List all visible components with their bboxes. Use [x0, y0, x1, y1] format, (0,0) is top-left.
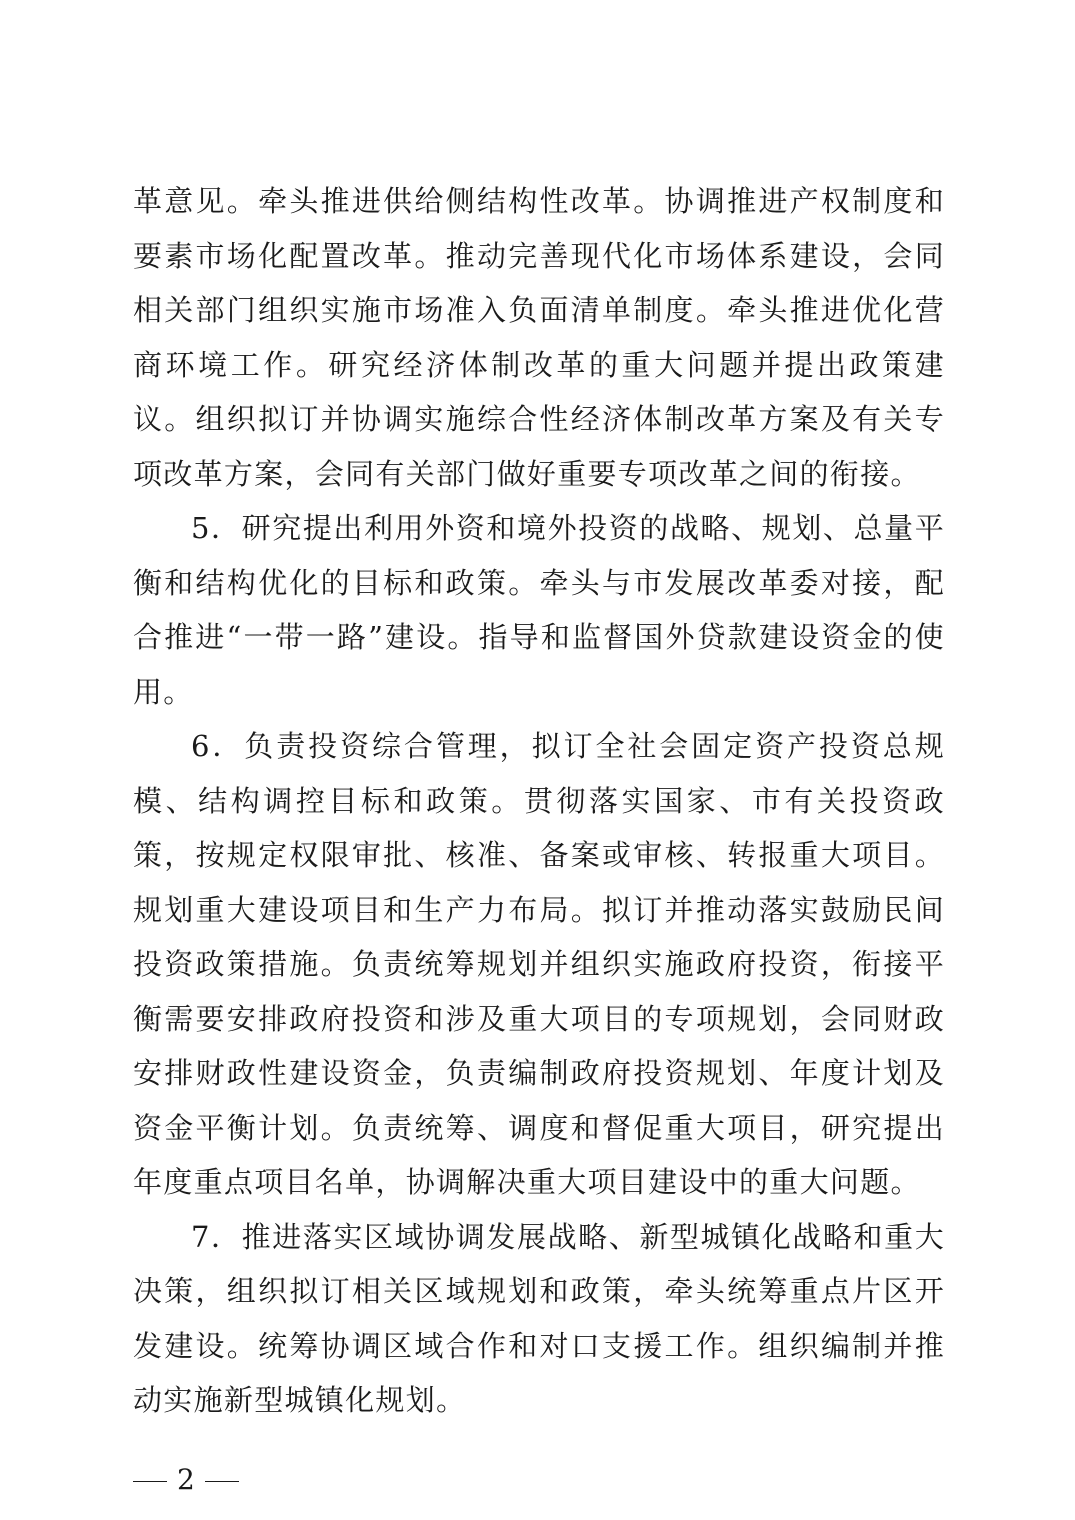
page-footer: [133, 1460, 239, 1500]
footer-dash-left: [133, 1481, 167, 1483]
document-body: [133, 174, 945, 1428]
footer-dash-right: [205, 1481, 239, 1483]
paragraph-item-5: 5．研究提出利用外资和境外投资的战略、规划、总量平衡和结构优化的目标和政策。牵头与市发展改革委对接，配合推进“一带一路”建设。指导和监督国外贷款建设资金的使用。: [133, 511, 945, 709]
paragraph-item-6: 6．负责投资综合管理，拟订全社会固定资产投资总规模、结构调控目标和政策。贯彻落实国家、市有关投资政策，按规定权限审批、核准、备案或审核、转报重大项目。规划重大建设项目和生产力布局。拟订并推动落实鼓励民间投资政策措施。负责统筹规划并组织实施政府投资，衔接平衡需要安排政府投资和涉及重大项目的专项规划，会同财政安排财政性建设资金，负责编制政府投资规划、年度计划及资金平衡计划。负责统筹、调度和督促重大项目，研究提出年度重点项目名单，协调解决重大项目建设中的重大问题。: [133, 729, 945, 1199]
paragraph-continuation: 革意见。牵头推进供给侧结构性改革。协调推进产权制度和要素市场化配置改革。推动完善现代化市场体系建设，会同相关部门组织实施市场准入负面清单制度。牵头推进优化营商环境工作。研究经济体制改革的重大问题并提出政策建议。组织拟订并协调实施综合性经济体制改革方案及有关专项改革方案，会同有关部门做好重要专项改革之间的衔接。: [133, 184, 945, 491]
paragraph-item-7: 7．推进落实区域协调发展战略、新型城镇化战略和重大决策，组织拟订相关区域规划和政策，牵头统筹重点片区开发建设。统筹协调区域合作和对口支援工作。组织编制并推动实施新型城镇化规划。: [133, 1219, 945, 1417]
page-number: 2: [177, 1463, 195, 1496]
